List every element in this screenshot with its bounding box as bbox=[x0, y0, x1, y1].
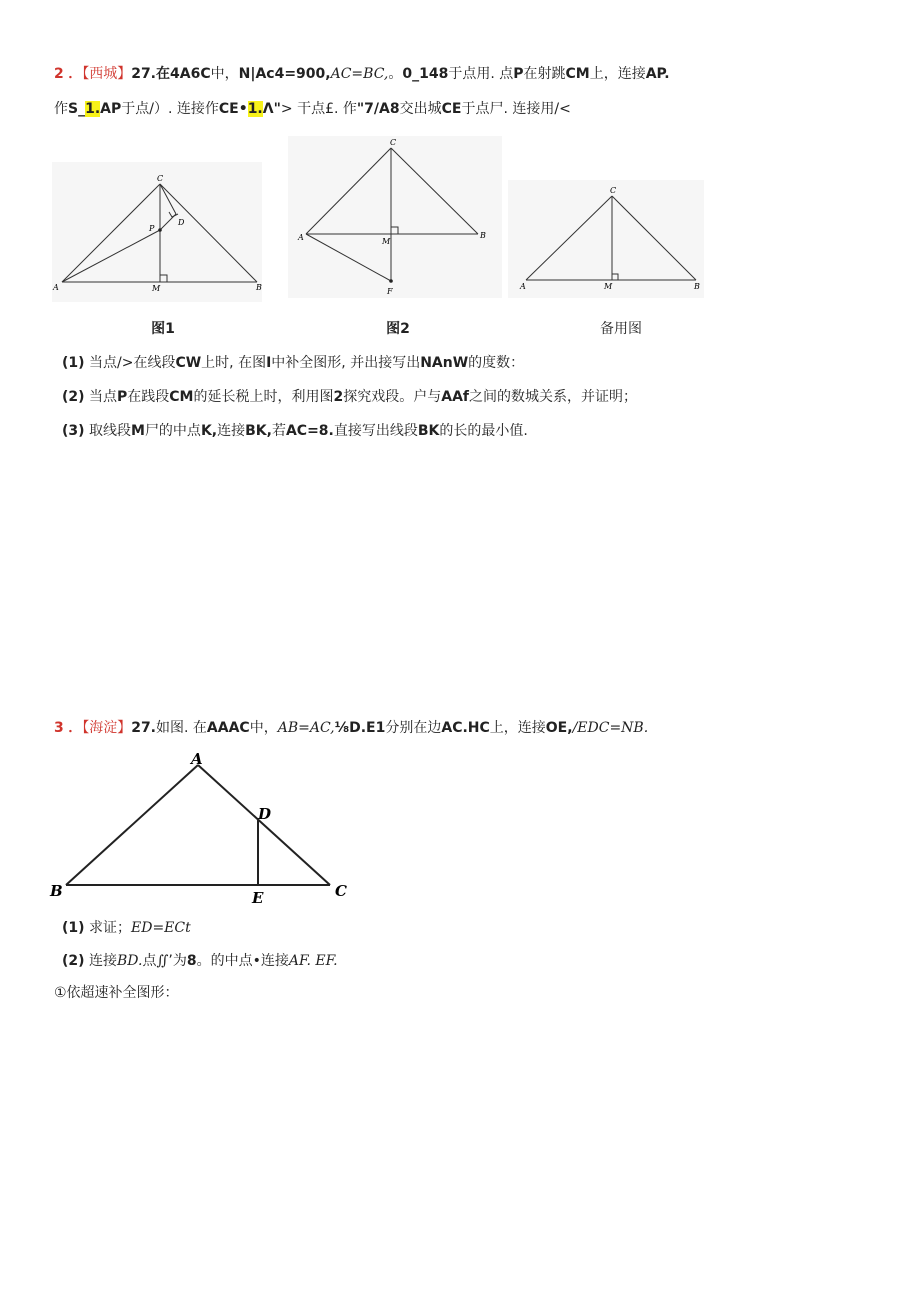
q3-sub2 bbox=[62, 951, 338, 971]
q2-text: 当点/>在线段 bbox=[89, 355, 176, 371]
q2-text: 中补全图形, 并出接写出 bbox=[271, 355, 421, 371]
q2-text: 直接写出线段 bbox=[333, 423, 418, 439]
q2-text: CW bbox=[175, 355, 202, 371]
q2-text: N|Ac4=900, bbox=[238, 66, 331, 82]
q3-text: OE, bbox=[545, 720, 573, 736]
q2-text: 当点 bbox=[89, 389, 117, 405]
fig2-label-c: C bbox=[390, 138, 397, 147]
fig2-label-a: A bbox=[298, 233, 304, 242]
q2-text: P bbox=[117, 389, 128, 405]
fig3-caption-text: 备用图 bbox=[600, 321, 642, 337]
q2-text: 。 bbox=[388, 66, 403, 82]
q2-line2 bbox=[54, 99, 571, 119]
q2-text: CM bbox=[565, 66, 590, 82]
fig1-caption bbox=[103, 318, 223, 338]
q3-text: AAAC bbox=[206, 720, 250, 736]
q3-sub2-1 bbox=[54, 983, 179, 1003]
q3-figure bbox=[48, 750, 358, 905]
sub-tag: (2) bbox=[62, 953, 85, 969]
fig3-label-a: A bbox=[520, 282, 526, 291]
fig1-label-m: M bbox=[152, 284, 161, 293]
q3-text: ED=ECt bbox=[131, 920, 191, 936]
q2-text: Λ" bbox=[262, 101, 281, 117]
q3-text: AF. EF. bbox=[288, 953, 338, 969]
sub-tag: (1) bbox=[62, 920, 85, 936]
q2-text: 于点/）. 连接作 bbox=[121, 101, 219, 117]
fig3-label-m: M bbox=[604, 282, 613, 291]
q3-sub1 bbox=[62, 918, 191, 938]
fig3-caption bbox=[561, 318, 681, 338]
q3-text: 点 bbox=[142, 953, 157, 969]
fig2-label-f: F bbox=[387, 287, 393, 296]
fig1-caption-text: 图1 bbox=[151, 321, 175, 337]
q2-text: 27.在4A6C bbox=[131, 66, 211, 82]
q3-text: AB=AC, bbox=[277, 720, 335, 736]
q3-text: 27. bbox=[131, 720, 157, 736]
q2-text: 上时, 在图 bbox=[201, 355, 267, 371]
q2-text: 在射跳 bbox=[523, 66, 566, 82]
fig1-label-p: P bbox=[149, 224, 155, 233]
q2-text: 上，连接 bbox=[589, 66, 646, 82]
q2-text: NAnW bbox=[420, 355, 469, 371]
fig2-caption-text: 图2 bbox=[386, 321, 410, 337]
q3-text: 中， bbox=[249, 720, 278, 736]
q2-text: AAf bbox=[441, 389, 469, 405]
fig2-label-b: B bbox=[480, 231, 486, 240]
q2-text: 中， bbox=[210, 66, 239, 82]
q2-text: 在践段 bbox=[127, 389, 170, 405]
q2-sub2 bbox=[62, 387, 637, 407]
q3-dot: ． bbox=[68, 720, 83, 736]
q3-line1 bbox=[54, 718, 648, 738]
q2-text: 于点用. 点 bbox=[448, 66, 514, 82]
q3-label-a: A bbox=[191, 750, 203, 768]
q2-text: 探究戏段。户与 bbox=[343, 389, 442, 405]
q2-text: CM bbox=[169, 389, 194, 405]
q2-text: 于点尸. 连接用/< bbox=[461, 101, 571, 117]
q2-text: 交出城 bbox=[399, 101, 442, 117]
q2-text: CE• bbox=[218, 101, 248, 117]
q3-text: ①依超速补全图形： bbox=[54, 985, 179, 1001]
q2-text: AC=BC, bbox=[330, 66, 389, 82]
q2-text: P bbox=[513, 66, 524, 82]
q3-text: 上，连接 bbox=[489, 720, 546, 736]
q2-figure-spare bbox=[508, 180, 704, 298]
q3-text: ’为 bbox=[168, 953, 187, 969]
q3-text: /EDC=NB. bbox=[572, 720, 649, 736]
q2-text: 之间的数城关系，并证明； bbox=[469, 389, 637, 405]
q2-text: 的度数： bbox=[468, 355, 525, 371]
q2-text: 若 bbox=[271, 423, 286, 439]
fig1-label-b: B bbox=[256, 283, 262, 292]
q3-source: 【海淀】 bbox=[82, 720, 132, 736]
q2-text: > 干点£. 作 bbox=[280, 101, 357, 117]
q2-dot: ． bbox=[68, 66, 83, 82]
fig1-label-c: C bbox=[157, 174, 164, 183]
q2-source: 【西城】 bbox=[82, 66, 132, 82]
q2-sub3 bbox=[62, 421, 528, 441]
q3-text: AC.HC bbox=[441, 720, 490, 736]
q2-text: 0_148 bbox=[402, 66, 449, 82]
sub-tag: (1) bbox=[62, 355, 85, 371]
q2-text: M bbox=[131, 423, 145, 439]
q2-text: 作 bbox=[54, 101, 68, 117]
q2-text: 尸的中点 bbox=[144, 423, 201, 439]
q3-text: 8 bbox=[186, 953, 197, 969]
q3-label-c: C bbox=[335, 882, 347, 900]
q2-text: 取线段 bbox=[89, 423, 131, 439]
q3-text: BD. bbox=[117, 953, 143, 969]
q2-sub1 bbox=[62, 353, 524, 373]
q2-text: CE bbox=[441, 101, 462, 117]
q3-text: ∬ bbox=[156, 953, 169, 969]
q3-label-b: B bbox=[50, 882, 63, 900]
q2-text: BK, bbox=[245, 423, 272, 439]
fig1-label-d: D bbox=[178, 218, 185, 227]
q2-number: 2 bbox=[54, 66, 64, 82]
fig2-caption bbox=[338, 318, 458, 338]
q2-text: BK bbox=[417, 423, 440, 439]
fig2-label-m: M bbox=[382, 237, 391, 246]
q2-figure-2 bbox=[288, 136, 502, 298]
q2-text: AC=8. bbox=[285, 423, 334, 439]
q2-figure-1 bbox=[52, 162, 262, 302]
q3-text: 分别在边 bbox=[385, 720, 442, 736]
q3-label-e: E bbox=[252, 889, 264, 907]
q3-text: 求证； bbox=[89, 920, 131, 936]
q2-highlight: 1. bbox=[85, 101, 101, 117]
q3-number: 3 bbox=[54, 720, 64, 736]
sub-tag: (2) bbox=[62, 389, 85, 405]
q2-text: 2 bbox=[333, 389, 344, 405]
q3-text: 。的中点•连接 bbox=[196, 953, 289, 969]
q2-text: 的长的最小值. bbox=[439, 423, 528, 439]
q3-label-d: D bbox=[258, 805, 272, 823]
q2-highlight: 1. bbox=[247, 101, 263, 117]
q3-text: 连接 bbox=[89, 953, 117, 969]
q2-text: K, bbox=[200, 423, 218, 439]
q2-text: S_ bbox=[68, 101, 86, 117]
q3-text: 如图. 在 bbox=[156, 720, 207, 736]
q3-text: ⅛D.E1 bbox=[334, 720, 386, 736]
fig3-label-b: B bbox=[694, 282, 700, 291]
q2-text: 的延长税上时，利用图 bbox=[193, 389, 334, 405]
sub-tag: (3) bbox=[62, 423, 85, 439]
q2-text: 连接 bbox=[217, 423, 246, 439]
q2-line1 bbox=[54, 64, 670, 84]
q2-text: AP bbox=[100, 101, 122, 117]
fig1-label-a: A bbox=[53, 283, 59, 292]
q2-text: "7/A8 bbox=[356, 101, 400, 117]
q2-text: I bbox=[266, 355, 272, 371]
fig3-label-c: C bbox=[610, 186, 617, 195]
q2-text: AP. bbox=[645, 66, 670, 82]
